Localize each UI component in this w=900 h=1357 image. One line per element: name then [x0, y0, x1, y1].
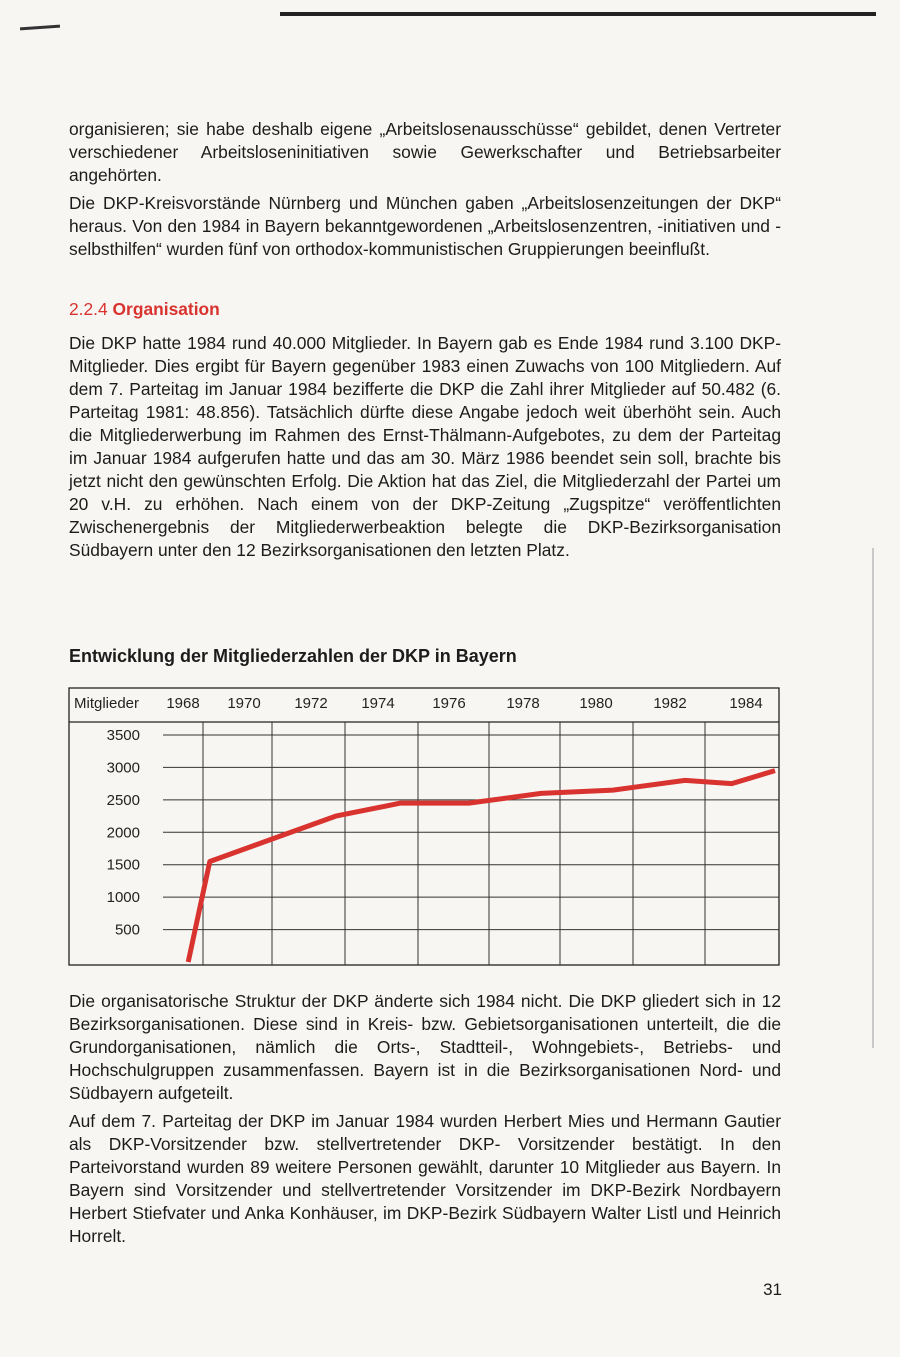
y-tick-label: 500 — [114, 921, 140, 939]
chart-border — [69, 688, 779, 965]
x-tick-label: 1974 — [361, 695, 395, 712]
x-tick-label: 1970 — [227, 695, 261, 712]
x-tick-label: 1968 — [166, 695, 200, 712]
x-tick-label: 1984 — [729, 695, 763, 712]
y-tick-label: 3000 — [106, 759, 140, 777]
chart-frame — [69, 688, 779, 965]
structure-text — [69, 990, 781, 1253]
x-tick-label: 1972 — [294, 695, 328, 712]
y-axis-label: Mitglieder — [74, 695, 140, 712]
x-tick-label: 1978 — [506, 695, 540, 712]
section-title: Organisation — [112, 299, 220, 319]
y-tick-label: 1000 — [106, 889, 140, 907]
x-tick-label: 1980 — [579, 695, 613, 712]
organisation-paragraph: Die DKP hatte 1984 rund 40.000 Mitglieder. In Bayern gab es Ende 1984 rund 3.100 DKP-Mitglieder. Dies ergibt für Bayern gegenüber 1983 einen Zuwachs von 100 Mitgliedern. Auf dem 7. Parteitag im Januar 1984 bezifferte die DKP die Zahl ihrer Mitglieder auf 50.482 (6. Parteitag 1981: 48.856). Tatsächlich dürfte diese Angabe jedoch weit überhöht sein. Auch die Mitgliederwerbung im Rahmen des Ernst-Thälmann-Aufgebotes, zu dem der Parteitag im Januar 1984 aufgerufen hatte und das am 30. März 1986 beendet sein soll, brachte bis jetzt nicht den gewünschten Erfolg. Die Aktion hat das Ziel, die Mitgliederzahl der Partei um 20 v.H. zu erhöhen. Nach einem von der DKP-Zeitung „Zugspitze“ veröffentlichten Zwischenergebnis der Mitgliederwerbeaktion belegte die DKP-Bezirksorganisation Südbayern unter den 12 Bezirksorganisationen den letzten Platz. — [69, 333, 781, 560]
y-tick-label: 2000 — [106, 824, 140, 842]
y-tick-label: 1500 — [106, 856, 140, 874]
y-tick-label: 3500 — [106, 726, 140, 744]
structure-paragraph-2: Auf dem 7. Parteitag der DKP im Januar 1984 wurden Herbert Mies und Hermann Gautier als DKP-Vorsitzender bzw. stellvertretender DKP- Vorsitzender bestätigt. In den Parteivorstand wurden 89 weitere Personen gewählt, darunter 10 Mitglieder aus Bayern. In Bayern sind Vorsitzender und stellvertretender Vorsitzender im DKP-Bezirk Nordbayern Herbert Stiefvater und Anka Konhäuser, im DKP-Bezirk Südbayern Walter Listl und Heinrich Horrelt. — [69, 1111, 781, 1246]
section-number: 2.2.4 — [69, 299, 108, 319]
intro-paragraph-2: Die DKP-Kreisvorstände Nürnberg und München gaben „Arbeitslosenzeitungen der DKP“ heraus. Von den 1984 in Bayern bekanntgewordenen „Arbeitslosenzentren, -initiativen und -selbsthilfen“ wurden fünf von orthodox-kommunistischen Gruppierungen beeinflußt. — [69, 193, 781, 259]
structure-paragraph-1: Die organisatorische Struktur der DKP änderte sich 1984 nicht. Die DKP gliedert sich in 12 Bezirksorganisationen. Diese sind in Kreis- bzw. Gebietsorganisationen unterteilt, die die Grundorganisationen, nämlich die Orts-, Stadtteil-, Wohngebiets-, Betriebs- und Hochschulgruppen zusammenfassen. Bayern ist in die Bezirksorganisationen Nord- und Südbayern aufgeteilt. — [69, 991, 781, 1103]
y-tick-label: 2500 — [106, 791, 140, 809]
chart-series — [188, 771, 775, 962]
intro-paragraph-1: organisieren; sie habe deshalb eigene „Arbeitslosenausschüsse“ gebildet, denen Vertreter verschiedener Arbeitsloseninitiativen sowie Gewerkschafter und Betriebsarbeiter angehörten. — [69, 119, 781, 185]
series-line-0 — [188, 771, 775, 962]
page-number: 31 — [763, 1280, 782, 1299]
x-tick-label: 1982 — [653, 695, 687, 712]
chart-title: Entwicklung der Mitgliederzahlen der DKP in Bayern — [69, 646, 517, 666]
x-tick-label: 1976 — [432, 695, 466, 712]
